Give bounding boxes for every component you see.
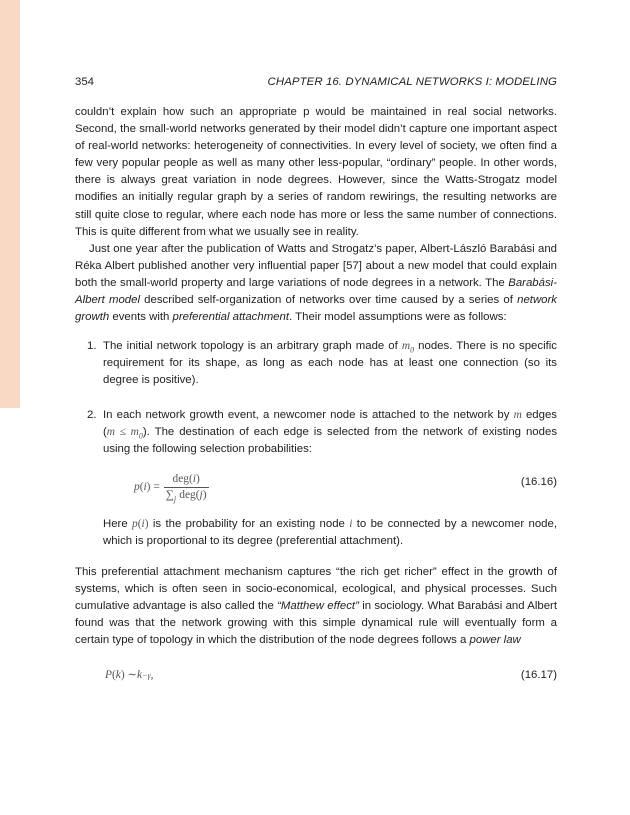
- math-m-le-m0: $m \le m_0$: [106, 425, 143, 440]
- paragraph-1: couldn’t explain how such an appropriate p would be maintained in real social networks. Second, the small-world networks generated by their model didn’t capture one important aspect of real-world networks: heterogeneity of connectivities. In every level of society, we often find a few very popular people as well as many other less-popular, “ordinary” people. In other words, there is always great variation in node degrees. However, since the Watts-Strogatz model modifies an initially regular graph by a series of random rewirings, the resulting networks are still quite close to regular, where each node has more or less the same number of connections. This is quite different from what we usually see in reality.: [75, 106, 557, 238]
- list-item: [75, 338, 557, 389]
- barabasi-albert-model-term: Barabási-Albert model: [75, 276, 557, 307]
- power-law-term: power law: [469, 634, 521, 647]
- body-text: [75, 104, 557, 687]
- paragraph-3: This preferential attachment mechanism captures “the rich get richer” effect in the growth of systems, which is often seen in socio-economical, ecological, and physical processes. Such cumulative advantage is also called the “Matthew effect” in sociology. What Barabási and Albert found was that the network growing with this simple dynamical rule will eventually form a certain type of topology in which the distribution of the node degrees follows a power law: [75, 565, 557, 647]
- equation-number: (16.17): [520, 669, 557, 682]
- math-m0: $m_0$: [401, 340, 415, 355]
- paragraph-2: [75, 241, 557, 326]
- list-number: 2.: [87, 408, 97, 421]
- network-growth-term: network growth: [75, 294, 557, 324]
- list-number: 1.: [87, 340, 97, 353]
- chapter-title: CHAPTER 16. DYNAMICAL NETWORKS I: MODELING: [267, 76, 557, 88]
- preferential-attachment-term: preferential attachment: [172, 311, 290, 324]
- model-assumptions-list: [75, 338, 557, 550]
- running-header: [75, 74, 557, 90]
- page-edge-tab: [0, 0, 20, 408]
- list-item-text: In each network growth event, a newcomer node is attached to the network by m edges $(m \le m_0)$. The destination of each edge is selected from the network of existing nodes using the following selection probabilities:: [103, 408, 558, 455]
- equation-16-16: [103, 466, 557, 506]
- equation-body: p ( i ) = $\frac{\text{deg(i)}}{\sum_j deg(j)}$: [134, 472, 207, 504]
- paragraph-2-text: Just one year after the publication of Watts and Strogatz’s paper, Albert-László Barabási and Réka Albert published another very influential paper [57] about a new model that could explain both the small-world property and large variations of node degrees in a network. The: [75, 242, 557, 289]
- math-p-i: p(i): [132, 517, 149, 530]
- paragraph-2-text: . Their model assumptions were as follows:: [289, 311, 507, 324]
- list-item: [75, 407, 557, 550]
- matthew-effect-term: “Matthew effect”: [277, 600, 359, 613]
- equation-16-17: [75, 663, 557, 687]
- paragraph-2-text: events with: [109, 311, 173, 324]
- equation-body: P ( k ) ∼ k −γ ,: [105, 669, 154, 682]
- equation-number: (16.16): [520, 475, 557, 488]
- math-i: i: [349, 517, 353, 530]
- paragraph-2-text: described self-organization of networks over time caused by a series of: [139, 294, 518, 307]
- list-item-text: The initial network topology is an arbitrary graph made of $m_0$ nodes. There is no specific requirement for its shape, as long as each node has at least one connection (so its degree is positive).: [103, 340, 558, 387]
- math-m: m: [513, 408, 522, 421]
- page-number: 354: [75, 76, 95, 88]
- list-item-explanation: Here p(i) is the probability for an existing node i to be connected by a newcomer node, which is proportional to its degree (preferential attachment).: [103, 517, 557, 547]
